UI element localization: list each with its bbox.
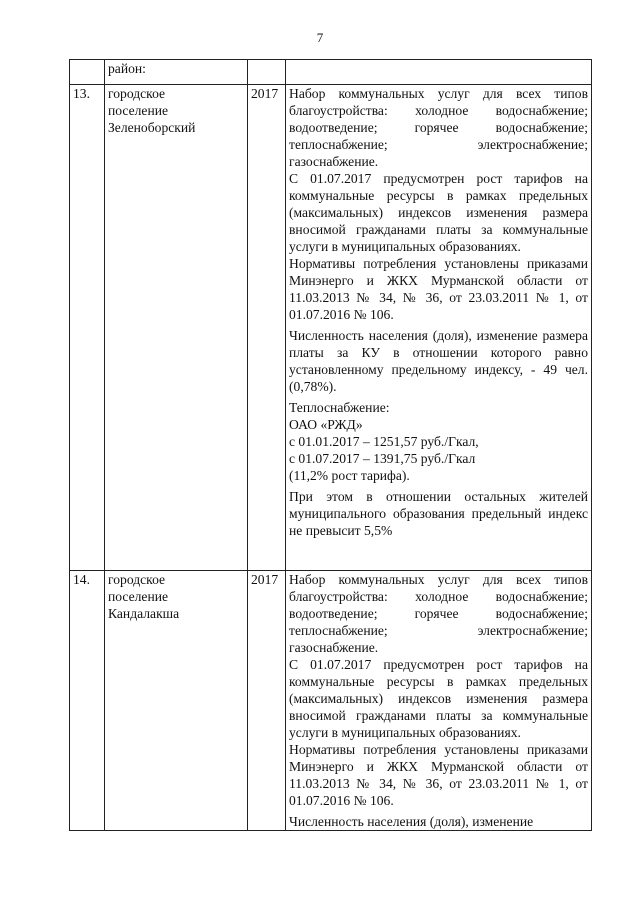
row-number: 14. [70, 571, 105, 831]
description [286, 571, 592, 831]
limit-index-paragraph: При этом в отношении остальных жителей муниципального образования предельный индекс не превысит 5,5% [289, 489, 588, 538]
norms-paragraph: Нормативы потребления установлены приказами Минэнерго и ЖКХ Мурманской области от 11.03.2013 № 34, № 36, от 23.03.2011 № 1, от 01.07.2016 № 106. [289, 742, 588, 808]
district-cell: район: [105, 60, 248, 85]
tariff-growth-paragraph: С 01.07.2017 предусмотрен рост тарифов на коммунальные ресурсы в рамках предельных (максимальных) индексов изменения размера вносимой гражданами платы за коммунальные услуги в муниципальных образованиях. [289, 171, 588, 254]
row-number: 13. [70, 85, 105, 571]
municipality-name: городское поселение Зеленоборский [105, 85, 248, 571]
table-row-continuation [70, 60, 592, 85]
table-row-13 [70, 85, 592, 571]
num-cell [70, 60, 105, 85]
page-number: 7 [316, 30, 324, 45]
population-paragraph: Численность населения (доля), изменение размера платы за КУ в отношении которого равно установленному предельному индексу, - 49 чел. (0,78%). [289, 328, 588, 394]
year: 2017 [248, 85, 286, 571]
population-paragraph: Численность населения (доля), изменение [289, 814, 534, 829]
table-row-14 [70, 571, 592, 831]
year-cell [248, 60, 286, 85]
tariff-growth-paragraph: С 01.07.2017 предусмотрен рост тарифов на коммунальные ресурсы в рамках предельных (максимальных) индексов изменения размера вносимой гражданами платы за коммунальные услуги в муниципальных образованиях. [289, 657, 588, 740]
services-paragraph: Набор коммунальных услуг для всех типов благоустройства: холодное водоснабжение; водоотведение; горячее водоснабжение; теплоснабжение; электроснабжение; газоснабжение. [289, 572, 588, 655]
tariff-table [69, 59, 592, 831]
heat-supply-block: Теплоснабжение: ОАО «РЖД» с 01.01.2017 – 1251,57 руб./Гкал, с 01.07.2017 – 1391,75 руб./Гкал (11,2% рост тарифа). [289, 400, 479, 483]
description-cell [286, 60, 592, 85]
municipality-name: городское поселение Кандалакша [105, 571, 248, 831]
services-paragraph: Набор коммунальных услуг для всех типов благоустройства: холодное водоснабжение; водоотведение; горячее водоснабжение; теплоснабжение; электроснабжение; газоснабжение. [289, 86, 588, 169]
description [286, 85, 592, 571]
norms-paragraph: Нормативы потребления установлены приказами Минэнерго и ЖКХ Мурманской области от 11.03.2013 № 34, № 36, от 23.03.2011 № 1, от 01.07.2016 № 106. [289, 256, 588, 322]
year: 2017 [248, 571, 286, 831]
